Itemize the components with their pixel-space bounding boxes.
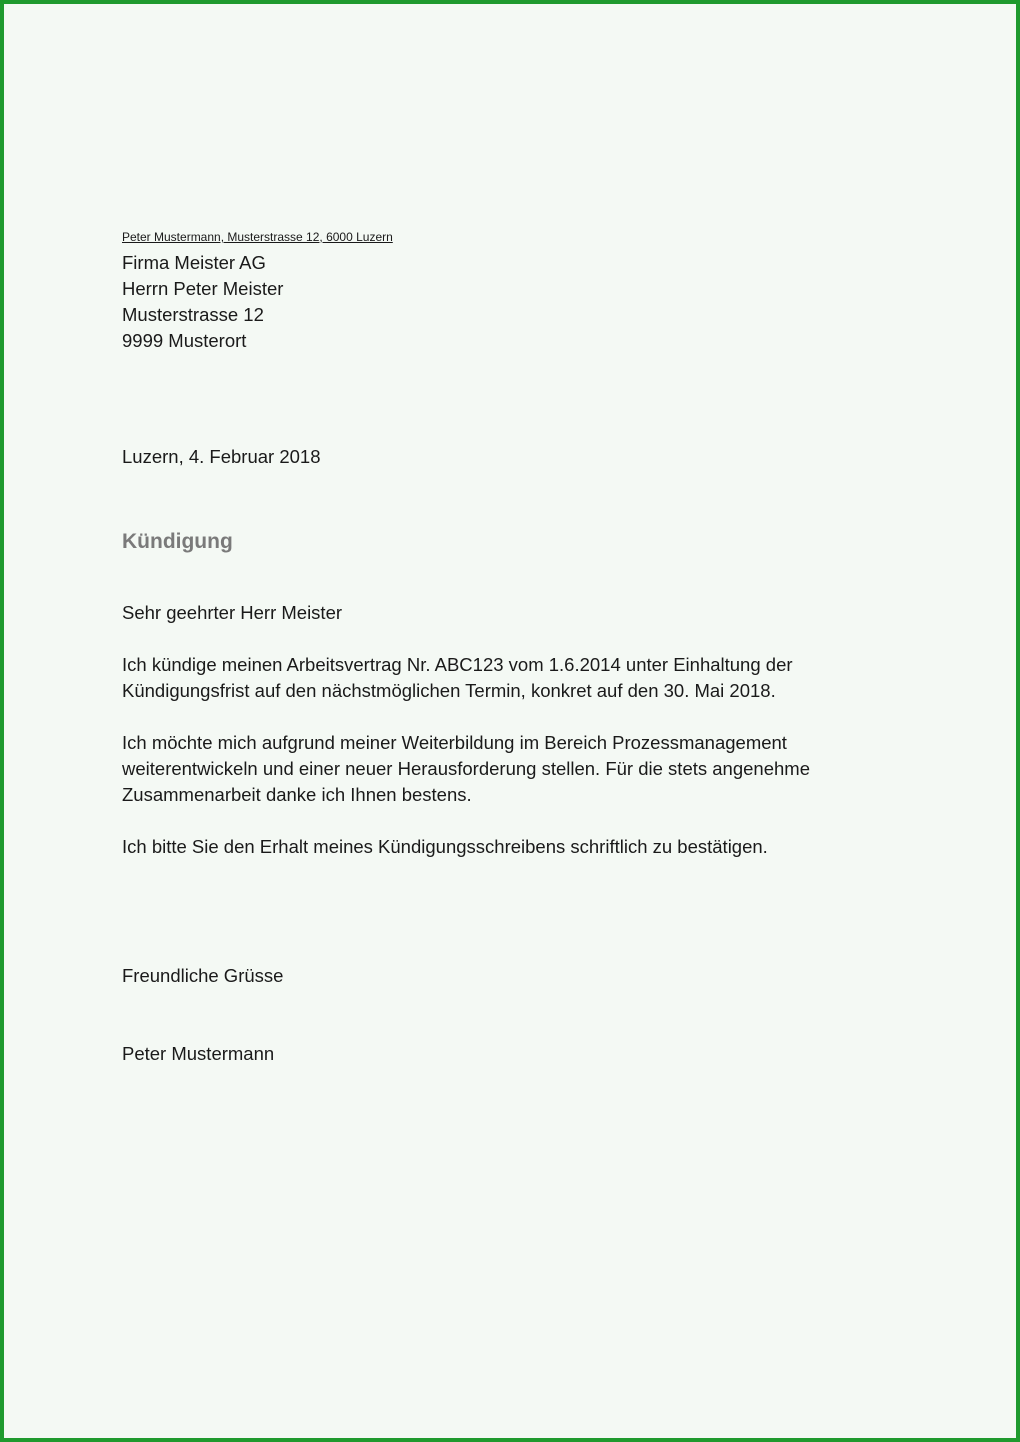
body-paragraph-1: [122, 652, 882, 704]
letter-closing: Freundliche Grüsse: [122, 965, 284, 986]
sender-address-line: Peter Mustermann, Musterstrasse 12, 6000 Luzern: [122, 230, 393, 244]
paragraph-line: Kündigungsfrist auf den nächstmöglichen Termin, konkret auf den 30. Mai 2018.: [122, 680, 776, 701]
paragraph-line: Ich möchte mich aufgrund meiner Weiterbildung im Bereich Prozessmanagement: [122, 732, 787, 753]
letter-salutation: Sehr geehrter Herr Meister: [122, 602, 343, 623]
recipient-street: Musterstrasse 12: [122, 304, 264, 325]
recipient-city: 9999 Musterort: [122, 330, 247, 351]
letter-signature: Peter Mustermann: [122, 1043, 275, 1064]
letter-date: Luzern, 4. Februar 2018: [122, 446, 321, 467]
recipient-address-block: [122, 250, 283, 354]
recipient-company: Firma Meister AG: [122, 252, 266, 273]
recipient-name: Herrn Peter Meister: [122, 278, 284, 299]
paragraph-line: Ich bitte Sie den Erhalt meines Kündigungsschreibens schriftlich zu bestätigen.: [122, 836, 768, 857]
letter-subject: Kündigung: [122, 530, 233, 553]
body-paragraph-2: [122, 730, 882, 808]
paragraph-line: Ich kündige meinen Arbeitsvertrag Nr. ABC123 vom 1.6.2014 unter Einhaltung der: [122, 654, 793, 675]
paragraph-line: Zusammenarbeit danke ich Ihnen bestens.: [122, 784, 472, 805]
body-paragraph-3: [122, 834, 882, 860]
paragraph-line: weiterentwickeln und einer neuer Herausforderung stellen. Für die stets angenehme: [122, 758, 810, 779]
